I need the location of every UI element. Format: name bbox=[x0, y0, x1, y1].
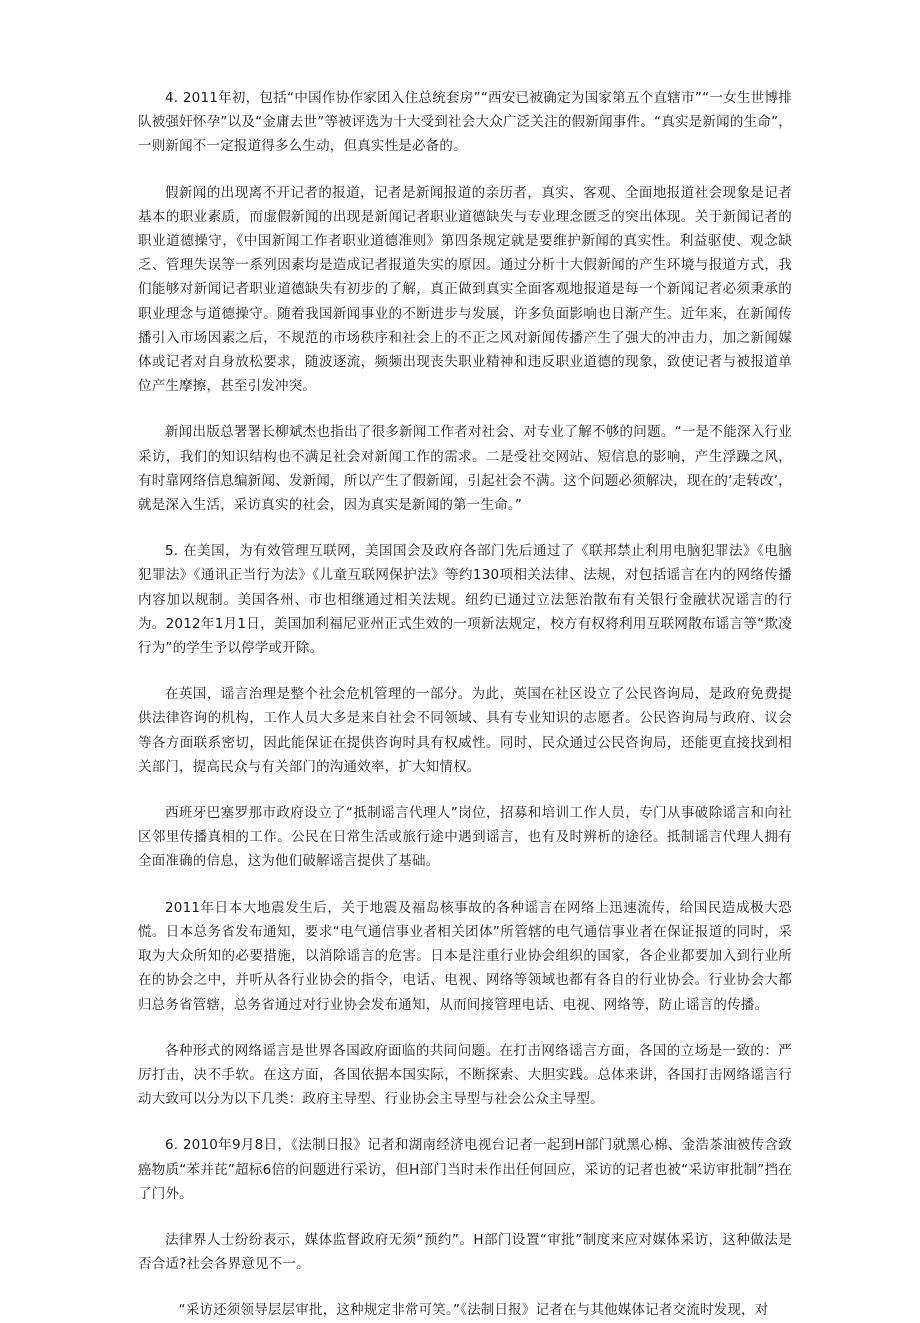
paragraph-liu-binjie-quote: 新闻出版总署署长柳斌杰也指出了很多新闻工作者对社会、对专业了解不够的问题。“一是不能深入行业采访，我们的知识结构也不满足社会对新闻工作的需求。二是受社交网站、短信息的影响，产生浮躁之风，有时靠网络信息编新闻、发新闻，所以产生了假新闻，引起社会不满。这个问题必须解决，现在的‘走转改’，就是深入生活，采访真实的社会，因为真实是新闻的第一生命。” bbox=[138, 424, 792, 514]
paragraph-barcelona: 西班牙巴塞罗那市政府设立了“抵制谣言代理人”岗位，招募和培训工作人员，专门从事破除谣言和向社区邻里传播真相的工作。公民在日常生活或旅行途中遇到谣言，也有及时辨析的途径。抵制谣言代理人拥有全面准确的信息，这为他们破解谣言提供了基础。 bbox=[138, 805, 792, 870]
paragraph-fake-news-ethics: 假新闻的出现离不开记者的报道，记者是新闻报道的亲历者，真实、客观、全面地报道社会现象是记者基本的职业素质，而虚假新闻的出现是新闻记者职业道德缺失与专业理念匮乏的突出体现。关于新闻记者的职业道德操守，《中国新闻工作者职业道德准则》第四条规定就是要维护新闻的真实性。利益驱使、观念缺乏、管理失误等一系列因素均是造成记者报道失实的原因。通过分析十大假新闻的产生环境与报道方式，我们能够对新闻记者职业道德缺失有初步的了解，真正做到真实全面客观地报道是每一个新闻记者必须秉承的职业理念与道德操守。随着我国新闻事业的不断进步与发展，许多负面影响也日渐产生。近年来，在新闻传播引入市场因素之后，不规范的市场秩序和社会上的不正之风对新闻传播产生了强大的冲击力，加之新闻媒体或记者对自身放松要求，随波逐流，频频出现丧失职业精神和违反职业道德的现象，致使记者与被报道单位产生摩擦，甚至引发冲突。 bbox=[138, 184, 792, 395]
paragraph-question-4-intro: 4. 2011年初，包括“中国作协作家团入住总统套房”“西安已被确定为国家第五个直辖市”“一女生世博排队被强奸怀孕”以及“金庸去世”等被评选为十大受到社会大众广泛关注的假新闻事件。“真实是新闻的生命”，一则新闻不一定报道得多么生动，但真实性是必备的。 bbox=[138, 90, 792, 155]
paragraph-uk-rumor-governance: 在英国，谣言治理是整个社会危机管理的一部分。为此，英国在社区设立了公民咨询局，是政府免费提供法律咨询的机构，工作人员大多是来自社会不同领域、具有专业知识的志愿者。公民咨询局与政府、议会等各方面联系密切，因此能保证在提供咨询时具有权威性。同时，民众通过公民咨询局，还能更直接找到相关部门，提高民众与有关部门的沟通效率，扩大知情权。 bbox=[138, 686, 792, 775]
paragraph-question-5-usa: 5. 在美国，为有效管理互联网，美国国会及政府各部门先后通过了《联邦禁止利用电脑犯罪法》《电脑犯罪法》《通讯正当行为法》《儿童互联网保护法》等约130项相关法律、法规，对包括谣言在内的网络传播内容加以规制。美国各州、市也相继通过相关法规。纽约已通过立法惩治散布有关银行金融状况谣言的行为。2012年1月1日，美国加利福尼亚州正式生效的一项新法规定，校方有权将利用互联网散布谣言等“欺凌行为”的学生予以停学或开除。 bbox=[138, 543, 792, 657]
paragraph-question-6-intro: 6. 2010年9月8日，《法制日报》记者和湖南经济电视台记者一起到H部门就黑心棉、金浩茶油被传含致癌物质“苯并芘”超标6倍的问题进行采访，但H部门当时未作出任何回应，采访的记者也被“采访审批制”挡在了门外。 bbox=[138, 1137, 792, 1202]
paragraph-global-summary: 各种形式的网络谣言是世界各国政府面临的共同问题。在打击网络谣言方面，各国的立场是一致的：严厉打击，决不手软。在这方面，各国依据本国实际，不断探索、大胆实践。总体来讲，各国打击网络谣言行动大致可以分为以下几类：政府主导型、行业协会主导型与社会公众主导型。 bbox=[138, 1042, 792, 1108]
document-body bbox=[138, 86, 792, 1323]
paragraph-reporter-quote: “采访还须领导层层审批，这种规定非常可笑。”《法制日报》记者在与其他媒体记者交流时发现，对 bbox=[178, 1302, 769, 1319]
paragraph-japan-earthquake: 2011年日本大地震发生后，关于地震及福岛核事故的各种谣言在网络上迅速流传，给国民造成极大恐慌。日本总务省发布通知，要求“电气通信事业者相关团体”所管辖的电气通信事业者在保证报道的同时，采取为大众所知的必要措施，以消除谣言的危害。日本是注重行业协会组织的国家，各企业都要加入到行业所在的协会之中，并听从各行业协会的指令，电话、电视、网络等领域也都有各自的行业协会。行业协会大都归总务省管辖，总务省通过对行业协会发布通知，从而间接管理电话、电视、网络等，防止谣言的传播。 bbox=[138, 899, 792, 1013]
paragraph-legal-opinion: 法律界人士纷纷表示，媒体监督政府无须“预约”。H部门设置“审批”制度来应对媒体采访，这种做法是否合适?社会各界意见不一。 bbox=[138, 1231, 792, 1273]
